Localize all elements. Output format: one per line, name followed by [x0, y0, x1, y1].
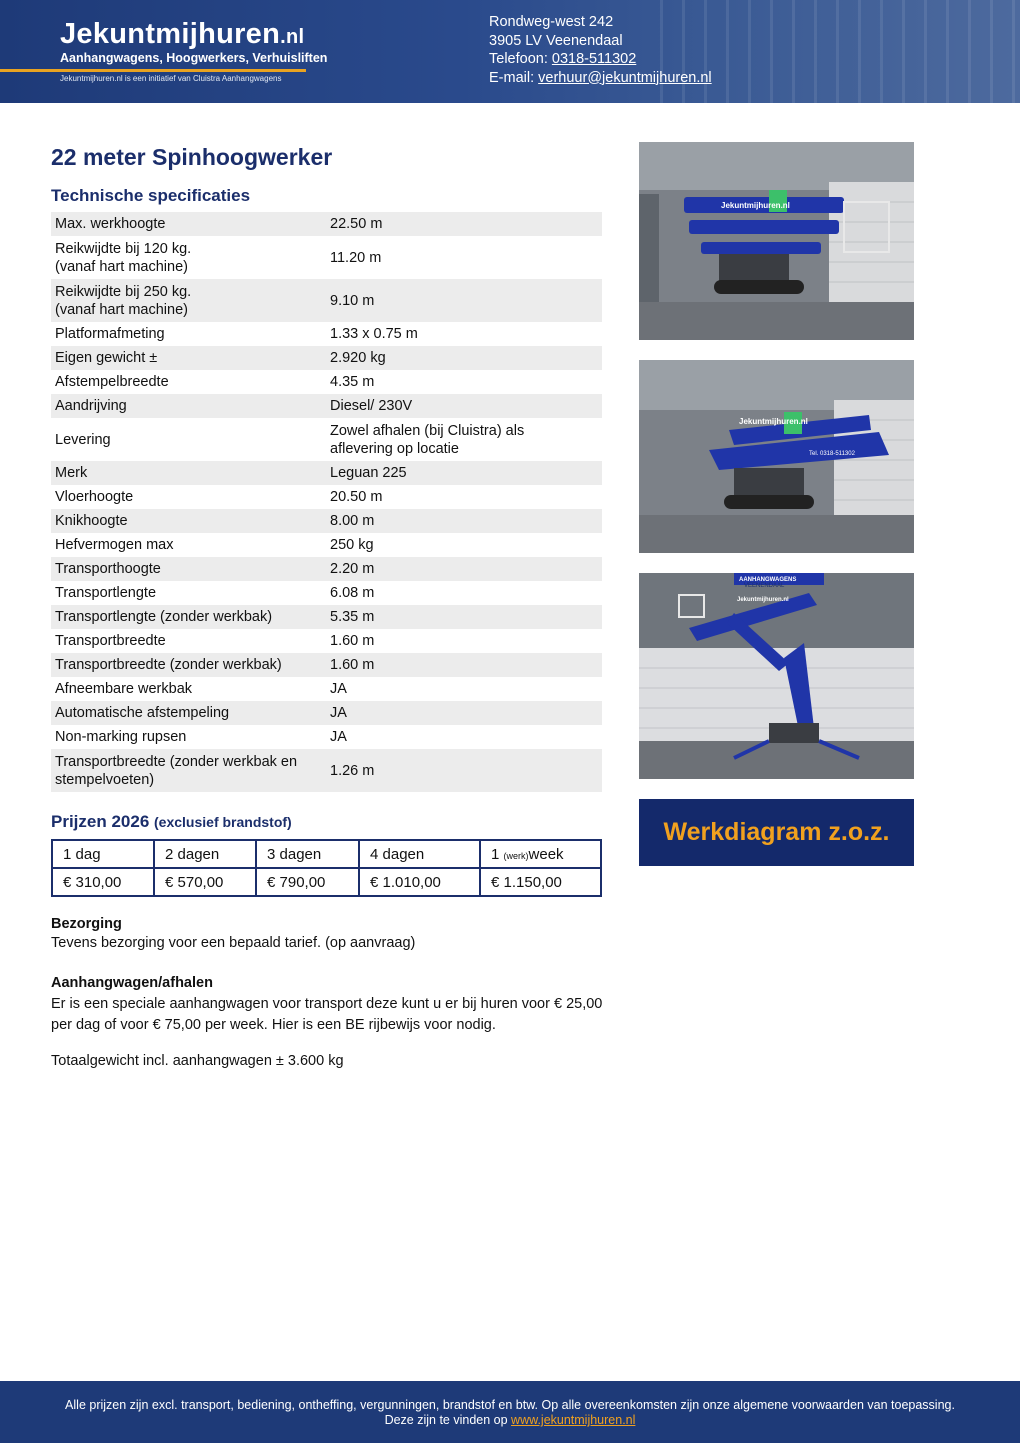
spec-value: 1.33 x 0.75 m: [330, 326, 418, 342]
spec-row: [51, 581, 602, 605]
spec-label: Transportbreedte: [55, 633, 166, 649]
email-line: [489, 69, 712, 88]
spec-value: Zowel afhalen (bij Cluistra) als aflevering op locatie: [330, 422, 525, 457]
price-week: € 1.150,00: [480, 868, 601, 896]
spec-value: 250 kg: [330, 537, 374, 553]
spec-row: [51, 701, 602, 725]
machine-photo-3: [639, 573, 914, 779]
prices-heading: [51, 812, 292, 832]
machine-photo-3-image: [639, 573, 914, 779]
spec-row: [51, 279, 602, 322]
price-header-4-days: 4 dagen: [359, 840, 480, 868]
spec-label: Transporthoogte: [51, 557, 326, 581]
photo-3-wall-text-1: AANHANGWAGENS: [739, 577, 797, 583]
footer-disclaimer: Alle prijzen zijn excl. transport, bediening, ontheffing, vergunningen, brandstof en btw. Op alle overeenkomsten zijn onze algemene voorwaarden van toepassing.: [65, 1398, 955, 1412]
week-prefix: 1: [491, 845, 504, 863]
spec-value: 1.60 m: [330, 633, 375, 649]
footer-terms-line: [0, 1413, 1020, 1427]
spec-label: Transportlengte (zonder werkbak): [51, 605, 326, 629]
machine-photo-2: [639, 360, 914, 553]
specs-heading: Technische specificaties: [51, 186, 251, 205]
photo-3-brand: Jekuntmijhuren.nl: [737, 597, 789, 603]
phone-line: [489, 50, 712, 69]
spec-label: Aandrijving: [51, 394, 326, 418]
footer-terms-text: Deze zijn te vinden op: [384, 1413, 512, 1427]
week-label: week: [528, 845, 564, 863]
machine-photo-2-image: [639, 360, 914, 553]
spec-label: Merk: [51, 461, 326, 485]
bezorging-text: Tevens bezorging voor een bepaald tarief. (op aanvraag): [51, 935, 416, 951]
spec-label: Max. werkhoogte: [51, 212, 326, 236]
phone-link[interactable]: 0318-511302: [551, 51, 637, 67]
spec-value: Leguan 225: [326, 461, 602, 485]
price-header-week: [480, 840, 601, 868]
photo-3-wall-text-2: VEENENDAAL: [744, 583, 785, 589]
page-footer: [0, 1381, 1020, 1443]
spec-label: Vloerhoogte: [55, 489, 134, 505]
price-header-1-day: 1 dag: [52, 840, 154, 868]
spec-row: [51, 725, 602, 749]
logo-tld: .nl: [280, 26, 305, 48]
email-link[interactable]: verhuur@jekuntmijhuren.nl: [538, 69, 712, 86]
price-3-days: € 790,00: [256, 868, 359, 896]
price-table: [51, 839, 602, 897]
spec-value: JA: [330, 729, 347, 745]
price-header-2-days: 2 dagen: [154, 840, 256, 868]
aanhangwagen-text: Er is een speciale aanhangwagen voor transport deze kunt u er bij huren voor € 25,00 per dag of voor € 75,00 per week. Hier is een BE rijbewijs voor nodig.: [51, 996, 603, 1033]
spec-value: 2.20 m: [326, 557, 602, 581]
total-weight-text: Totaalgewicht incl. aanhangwagen ± 3.600 kg: [51, 1053, 344, 1069]
photo-2-phone: Tel. 0318-511302: [809, 451, 855, 457]
price-header-3-days: 3 dagen: [256, 840, 359, 868]
prices-note: (exclusief brandstof): [154, 814, 292, 830]
phone-label: Telefoon:: [489, 51, 552, 67]
header-background-photo: [660, 0, 1020, 103]
spec-value: 8.00 m: [326, 509, 602, 533]
email-label: E-mail:: [489, 69, 539, 86]
photo-1-brand: Jekuntmijhuren.nl: [721, 201, 790, 210]
spec-row: [51, 346, 602, 370]
contact-info: [489, 13, 712, 87]
spec-value: 20.50 m: [330, 489, 383, 505]
logo-tagline: Aanhangwagens, Hoogwerkers, Verhuisliften: [60, 51, 328, 65]
spec-row: [51, 418, 602, 461]
spec-row: [51, 653, 602, 677]
spec-value: 4.35 m: [330, 374, 375, 390]
spec-label: Hefvermogen max: [55, 537, 174, 553]
spec-label: Eigen gewicht ±: [51, 346, 326, 370]
spec-value: 2.920 kg: [326, 346, 602, 370]
spec-row: [51, 461, 602, 485]
footer-website-link[interactable]: www.jekuntmijhuren.nl: [511, 1413, 636, 1427]
spec-row: [51, 557, 602, 581]
spec-label: Reikwijdte bij 250 kg. (vanaf hart machine): [51, 279, 326, 322]
bezorging-heading: Bezorging: [51, 916, 122, 932]
spec-row: [51, 212, 602, 236]
spec-row: [51, 236, 602, 279]
machine-photo-1: [639, 142, 914, 340]
spec-label: Transportlengte: [55, 585, 157, 601]
price-4-days: € 1.010,00: [359, 868, 480, 896]
logo-note: Jekuntmijhuren.nl is een initiatief van Cluistra Aanhangwagens: [60, 74, 282, 83]
spec-value: 22.50 m: [326, 212, 602, 236]
spec-label: Automatische afstempeling: [51, 701, 326, 725]
logo-underline: [0, 69, 306, 72]
prices-title: Prijzen 2026: [51, 812, 150, 831]
logo[interactable]: [60, 18, 304, 51]
aanhangwagen-heading: Aanhangwagen/afhalen: [51, 975, 213, 991]
machine-photo-1-image: [639, 142, 914, 340]
spec-row: [51, 370, 602, 394]
spec-row: [51, 605, 602, 629]
spec-label: Afneembare werkbak: [55, 681, 193, 697]
spec-value: 1.60 m: [326, 653, 602, 677]
spec-row: [51, 322, 602, 346]
spec-value: 5.35 m: [326, 605, 602, 629]
spec-row: [51, 749, 602, 792]
spec-value: 9.10 m: [326, 279, 602, 322]
price-value-row: [52, 868, 601, 896]
price-header-row: [52, 840, 601, 868]
spec-row: [51, 533, 602, 557]
spec-label: Reikwijdte bij 120 kg. (vanaf hart machine): [55, 240, 192, 275]
spec-label: Platformafmeting: [55, 326, 165, 342]
spec-table: [51, 212, 602, 792]
photo-2-brand: Jekuntmijhuren.nl: [739, 417, 808, 426]
week-werk-note: (werk): [503, 850, 529, 861]
spec-row: [51, 485, 602, 509]
spec-value: Diesel/ 230V: [326, 394, 602, 418]
spec-value: 6.08 m: [330, 585, 375, 601]
spec-label: Transportbreedte (zonder werkbak en stempelvoeten): [51, 749, 326, 792]
spec-label: Transportbreedte (zonder werkbak): [51, 653, 326, 677]
spec-row: [51, 629, 602, 653]
page-title: 22 meter Spinhoogwerker: [51, 144, 333, 170]
spec-row: [51, 677, 602, 701]
spec-row: [51, 394, 602, 418]
spec-label: Non-marking rupsen: [55, 729, 187, 745]
werkdiagram-button[interactable]: Werkdiagram z.o.z.: [639, 799, 914, 866]
spec-label: Levering: [55, 431, 111, 448]
spec-value: 1.26 m: [326, 749, 602, 792]
page-header: [0, 0, 1020, 103]
address-line-1: Rondweg-west 242: [489, 14, 614, 30]
spec-value: JA: [330, 681, 347, 697]
spec-row: [51, 509, 602, 533]
price-1-day: € 310,00: [52, 868, 154, 896]
logo-name: Jekuntmijhuren: [60, 18, 281, 50]
spec-label: Afstempelbreedte: [55, 374, 169, 390]
spec-value: 11.20 m: [330, 249, 382, 266]
price-2-days: € 570,00: [154, 868, 256, 896]
spec-value: JA: [326, 701, 602, 725]
address-line-2: 3905 LV Veenendaal: [489, 32, 623, 49]
spec-label: Knikhoogte: [51, 509, 326, 533]
